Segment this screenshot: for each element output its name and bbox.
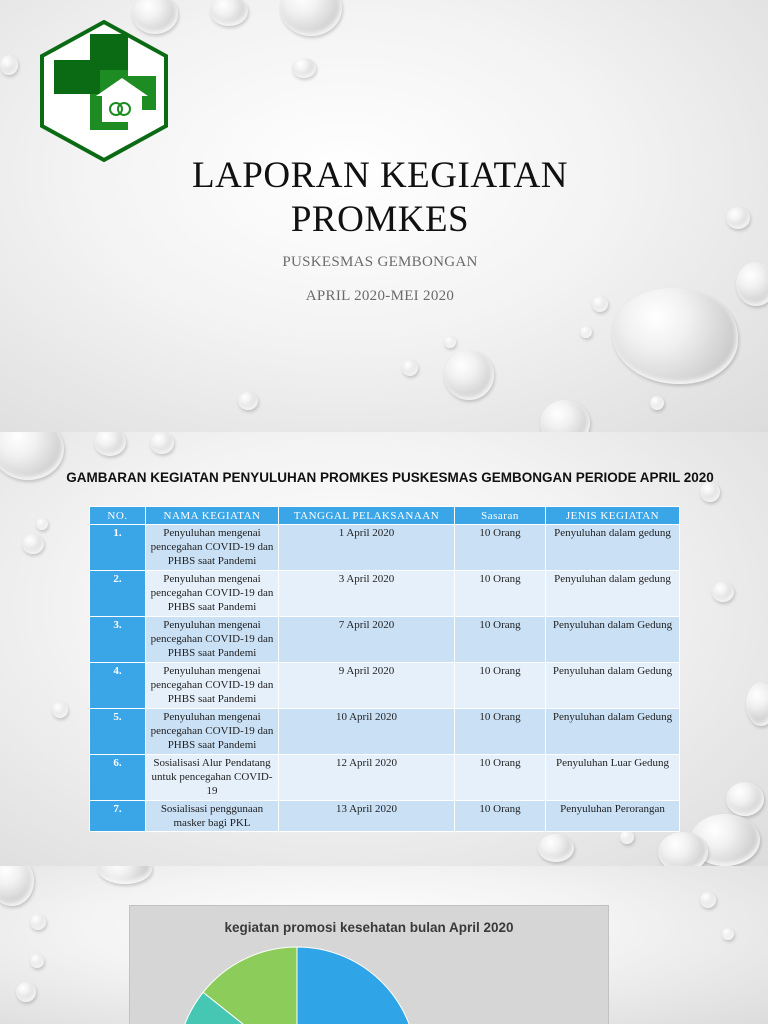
activity-date: 7 April 2020 [279,617,455,663]
activity-type: Penyuluhan Perorangan [546,801,680,832]
water-drop [98,866,152,884]
puskesmas-cross-logo [38,20,170,162]
water-drop [736,262,768,306]
table-header-row [90,507,680,525]
chart-slide [0,866,768,1024]
row-number: 5. [90,709,146,755]
chart-title: kegiatan promosi kesehatan bulan April 2020 [224,920,514,935]
pie-chart [130,906,610,1024]
activity-table [89,506,680,832]
activity-name: Penyuluhan mengenai pencegahan COVID-19 dan PHBS saat Pandemi [146,709,279,755]
activity-type: Penyuluhan Luar Gedung [546,755,680,801]
activity-target: 10 Orang [455,709,546,755]
water-drop [746,682,768,726]
table-row [90,525,680,571]
activity-target: 10 Orang [455,663,546,709]
activity-date: 12 April 2020 [279,755,455,801]
activity-name: Penyuluhan mengenai pencegahan COVID-19 dan PHBS saat Pandemi [146,663,279,709]
table-slide [0,432,768,866]
activity-name: Sosialisasi Alur Pendatang untuk pencegahan COVID-19 [146,755,279,801]
water-drop [726,782,764,816]
table-row [90,571,680,617]
table-row [90,709,680,755]
period-text: APRIL 2020-MEI 2020 [305,288,455,304]
water-drop [650,396,664,410]
column-header-sasaran: Sasaran [455,507,546,525]
water-drop [540,400,590,432]
water-drop [22,534,44,554]
row-number: 6. [90,755,146,801]
title-line-2: PROMKES [290,199,470,240]
table-row [90,801,680,832]
water-drop [444,350,494,400]
activity-type: Penyuluhan dalam Gedung [546,709,680,755]
water-drop [538,834,574,862]
water-drop [150,432,174,454]
water-drop [210,0,248,26]
row-number: 4. [90,663,146,709]
activity-target: 10 Orang [455,801,546,832]
water-drop [700,482,720,502]
row-number: 2. [90,571,146,617]
water-drop [280,0,342,36]
water-drop [238,392,258,410]
water-drop [712,582,734,602]
water-drop [36,518,48,530]
table-row [90,617,680,663]
activity-date: 13 April 2020 [279,801,455,832]
water-drop [94,432,126,456]
water-drop [402,360,418,376]
water-drop [30,914,46,930]
water-drop [726,207,750,229]
activity-target: 10 Orang [455,525,546,571]
activity-target: 10 Orang [455,571,546,617]
water-drop [658,832,708,866]
column-header-jenis-kegiatan: JENIS KEGIATAN [546,507,680,525]
activity-name: Sosialisasi penggunaan masker bagi PKL [146,801,279,832]
water-drop [52,702,68,718]
water-drop [620,830,634,844]
activity-target: 10 Orang [455,617,546,663]
table-heading: GAMBARAN KEGIATAN PENYULUHAN PROMKES PUSKESMAS GEMBONGAN PERIODE APRIL 2020 [66,470,714,485]
title-slide [0,0,768,432]
activity-name: Penyuluhan mengenai pencegahan COVID-19 dan PHBS saat Pandemi [146,571,279,617]
activity-date: 10 April 2020 [279,709,455,755]
table-row [90,663,680,709]
water-drop [0,55,18,75]
water-drop [16,982,36,1002]
activity-type: Penyuluhan dalam gedung [546,571,680,617]
water-drop [292,58,316,78]
water-drop [30,954,44,968]
water-drop [580,326,592,338]
activity-type: Penyuluhan dalam Gedung [546,617,680,663]
subtitle: PUSKESMAS GEMBONGAN [282,254,478,270]
activity-type: Penyuluhan dalam gedung [546,525,680,571]
row-number: 1. [90,525,146,571]
column-header-nama-kegiatan: NAMA KEGIATAN [146,507,279,525]
column-header-no: NO. [90,507,146,525]
water-drop [700,892,716,908]
activity-name: Penyuluhan mengenai pencegahan COVID-19 dan PHBS saat Pandemi [146,617,279,663]
water-drop [0,866,34,906]
water-drop [444,336,456,348]
activity-type: Penyuluhan dalam Gedung [546,663,680,709]
title-line-1: LAPORAN KEGIATAN [191,155,569,196]
row-number: 3. [90,617,146,663]
slide-title [100,154,660,242]
row-number: 7. [90,801,146,832]
column-header-tanggal: TANGGAL PELAKSANAAN [279,507,455,525]
pie-chart-container [129,905,609,1024]
activity-date: 9 April 2020 [279,663,455,709]
activity-target: 10 Orang [455,755,546,801]
activity-date: 3 April 2020 [279,571,455,617]
table-row [90,755,680,801]
water-drop [722,928,734,940]
activity-date: 1 April 2020 [279,525,455,571]
activity-name: Penyuluhan mengenai pencegahan COVID-19 dan PHBS saat Pandemi [146,525,279,571]
